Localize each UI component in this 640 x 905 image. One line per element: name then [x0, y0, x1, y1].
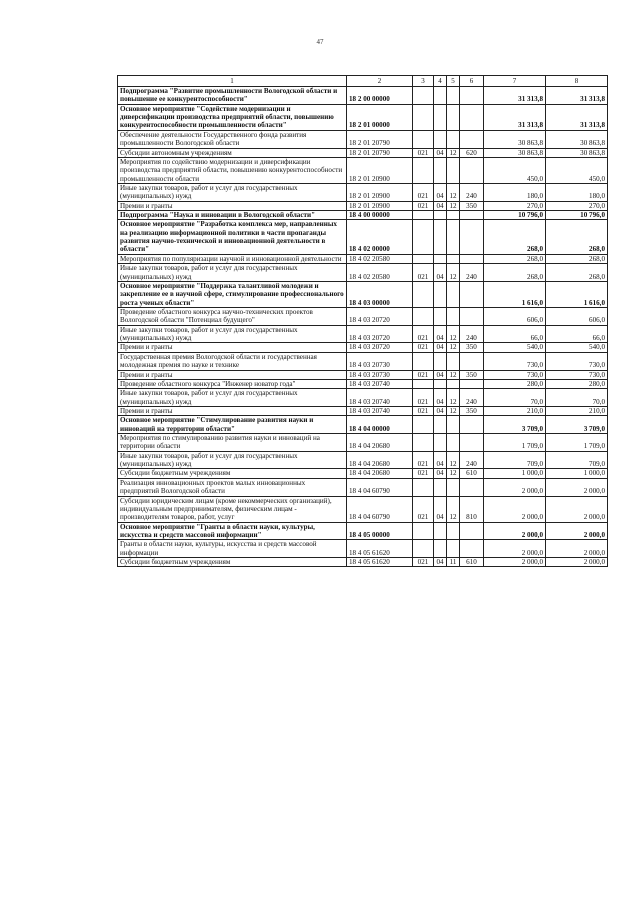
- row-amount-cell: 2 000,0: [546, 478, 608, 496]
- row-code-cell: 021: [413, 451, 434, 469]
- page-number: 47: [316, 38, 324, 46]
- row-amount-cell: 450,0: [484, 157, 546, 183]
- row-code-cell: [460, 522, 484, 540]
- row-code-cell: 04: [434, 389, 447, 407]
- row-code-cell: [447, 434, 460, 452]
- table-row: [118, 379, 608, 388]
- row-code-cell: 021: [413, 389, 434, 407]
- table-row: [118, 558, 608, 567]
- row-code-cell: 18 4 02 20580: [347, 254, 413, 263]
- row-code-cell: [413, 281, 434, 307]
- row-code-cell: 04: [434, 406, 447, 415]
- row-code-cell: 12: [447, 451, 460, 469]
- table-row: [118, 264, 608, 282]
- table-row: [118, 157, 608, 183]
- row-code-cell: 04: [434, 148, 447, 157]
- row-amount-cell: 1 000,0: [546, 469, 608, 478]
- row-amount-cell: 70,0: [546, 389, 608, 407]
- row-code-cell: 12: [447, 389, 460, 407]
- row-code-cell: 04: [434, 370, 447, 379]
- row-code-cell: 350: [460, 343, 484, 352]
- row-name-cell: Проведение областного конкурса научно-технических проектов Вологодской области "Потенциал будущего": [118, 307, 347, 325]
- row-amount-cell: 66,0: [484, 325, 546, 343]
- table-row: [118, 325, 608, 343]
- row-code-cell: [413, 157, 434, 183]
- row-code-cell: [460, 157, 484, 183]
- row-amount-cell: 540,0: [484, 343, 546, 352]
- row-code-cell: 18 2 01 20900: [347, 183, 413, 201]
- row-code-cell: [460, 87, 484, 105]
- row-code-cell: 021: [413, 148, 434, 157]
- row-amount-cell: 2 000,0: [546, 540, 608, 558]
- table-row: [118, 211, 608, 220]
- row-code-cell: [460, 130, 484, 148]
- row-code-cell: 18 4 04 20680: [347, 434, 413, 452]
- row-amount-cell: 10 796,0: [484, 211, 546, 220]
- row-code-cell: 350: [460, 370, 484, 379]
- row-code-cell: 18 4 05 61620: [347, 558, 413, 567]
- row-code-cell: 04: [434, 264, 447, 282]
- table-row: [118, 478, 608, 496]
- row-name-cell: Обеспечение деятельности Государственного фонда развития промышленности Вологодской области: [118, 130, 347, 148]
- row-code-cell: 18 2 01 20790: [347, 148, 413, 157]
- table-header-row: [118, 76, 608, 87]
- row-code-cell: 12: [447, 183, 460, 201]
- row-name-cell: Мероприятия по популяризации научной и инновационной деятельности: [118, 254, 347, 263]
- row-code-cell: [447, 478, 460, 496]
- row-code-cell: [413, 379, 434, 388]
- row-code-cell: [434, 434, 447, 452]
- row-code-cell: [460, 307, 484, 325]
- table-row: [118, 389, 608, 407]
- row-code-cell: [434, 307, 447, 325]
- table-row: [118, 87, 608, 105]
- row-code-cell: [413, 434, 434, 452]
- row-amount-cell: 270,0: [546, 201, 608, 210]
- row-code-cell: [460, 211, 484, 220]
- row-code-cell: [447, 254, 460, 263]
- row-code-cell: [413, 254, 434, 263]
- row-code-cell: [434, 220, 447, 254]
- row-amount-cell: 2 000,0: [484, 478, 546, 496]
- column-header: 2: [347, 76, 413, 87]
- row-amount-cell: 2 000,0: [484, 540, 546, 558]
- table-row: [118, 496, 608, 522]
- table-row: [118, 343, 608, 352]
- row-name-cell: Премии и гранты: [118, 406, 347, 415]
- table-row: [118, 469, 608, 478]
- row-code-cell: [413, 220, 434, 254]
- row-name-cell: Подпрограмма "Наука и инновации в Вологодской области": [118, 211, 347, 220]
- row-name-cell: Иные закупки товаров, работ и услуг для государственных (муниципальных) нужд: [118, 451, 347, 469]
- row-code-cell: 350: [460, 406, 484, 415]
- row-code-cell: 18 4 05 61620: [347, 540, 413, 558]
- row-amount-cell: 1 709,0: [484, 434, 546, 452]
- row-code-cell: [460, 352, 484, 370]
- row-name-cell: Иные закупки товаров, работ и услуг для государственных (муниципальных) нужд: [118, 264, 347, 282]
- row-name-cell: Мероприятия по стимулированию развития науки и инноваций на территории области: [118, 434, 347, 452]
- row-code-cell: 18 4 02 20580: [347, 264, 413, 282]
- row-code-cell: 04: [434, 183, 447, 201]
- row-code-cell: [447, 379, 460, 388]
- row-code-cell: [447, 104, 460, 130]
- row-code-cell: 18 2 01 20790: [347, 130, 413, 148]
- row-amount-cell: 268,0: [546, 264, 608, 282]
- table-row: [118, 370, 608, 379]
- row-code-cell: [447, 157, 460, 183]
- row-code-cell: [434, 104, 447, 130]
- row-code-cell: 610: [460, 558, 484, 567]
- row-name-cell: Иные закупки товаров, работ и услуг для государственных (муниципальных) нужд: [118, 325, 347, 343]
- row-amount-cell: 268,0: [484, 264, 546, 282]
- row-code-cell: 12: [447, 370, 460, 379]
- table-row: [118, 281, 608, 307]
- table-row: [118, 406, 608, 415]
- row-code-cell: [447, 416, 460, 434]
- row-name-cell: Подпрограмма "Развитие промышленности Вологодской области и повышение ее конкурентоспособности": [118, 87, 347, 105]
- row-code-cell: [413, 522, 434, 540]
- table-row: [118, 522, 608, 540]
- row-amount-cell: 606,0: [484, 307, 546, 325]
- row-code-cell: 18 4 03 20730: [347, 352, 413, 370]
- column-header: 1: [118, 76, 347, 87]
- row-code-cell: [460, 540, 484, 558]
- row-amount-cell: 2 000,0: [484, 496, 546, 522]
- row-code-cell: [447, 87, 460, 105]
- row-code-cell: 18 4 03 00000: [347, 281, 413, 307]
- table-row: [118, 434, 608, 452]
- row-code-cell: [460, 416, 484, 434]
- row-code-cell: 18 4 04 60790: [347, 496, 413, 522]
- row-code-cell: 18 4 03 20720: [347, 343, 413, 352]
- row-name-cell: Премии и гранты: [118, 370, 347, 379]
- column-header: 4: [434, 76, 447, 87]
- row-amount-cell: 30 863,8: [546, 130, 608, 148]
- row-amount-cell: 730,0: [546, 370, 608, 379]
- row-code-cell: 240: [460, 451, 484, 469]
- row-amount-cell: 730,0: [484, 370, 546, 379]
- row-code-cell: [447, 522, 460, 540]
- row-amount-cell: 2 000,0: [546, 558, 608, 567]
- row-amount-cell: 66,0: [546, 325, 608, 343]
- row-code-cell: 18 4 04 00000: [347, 416, 413, 434]
- row-code-cell: [434, 416, 447, 434]
- row-code-cell: 18 4 02 00000: [347, 220, 413, 254]
- row-amount-cell: 280,0: [484, 379, 546, 388]
- row-name-cell: Субсидии бюджетным учреждениям: [118, 558, 347, 567]
- row-amount-cell: 31 313,8: [546, 104, 608, 130]
- row-amount-cell: 31 313,8: [546, 87, 608, 105]
- row-code-cell: [434, 478, 447, 496]
- row-code-cell: 021: [413, 264, 434, 282]
- row-code-cell: 18 4 04 20680: [347, 451, 413, 469]
- row-code-cell: 12: [447, 406, 460, 415]
- row-amount-cell: 1 000,0: [484, 469, 546, 478]
- table-row: [118, 352, 608, 370]
- row-code-cell: 04: [434, 469, 447, 478]
- row-code-cell: 021: [413, 183, 434, 201]
- row-amount-cell: 2 000,0: [546, 522, 608, 540]
- row-code-cell: 021: [413, 325, 434, 343]
- row-code-cell: [413, 104, 434, 130]
- row-amount-cell: 180,0: [484, 183, 546, 201]
- row-amount-cell: 180,0: [546, 183, 608, 201]
- row-amount-cell: 3 709,0: [484, 416, 546, 434]
- row-code-cell: 810: [460, 496, 484, 522]
- row-code-cell: [413, 478, 434, 496]
- row-code-cell: 021: [413, 343, 434, 352]
- row-code-cell: 12: [447, 325, 460, 343]
- row-code-cell: 18 2 00 00000: [347, 87, 413, 105]
- row-code-cell: [447, 130, 460, 148]
- row-name-cell: Мероприятия по содействию модернизации и диверсификации производства предприятий области, повышению конкурентоспособности промышленности области: [118, 157, 347, 183]
- row-code-cell: 18 2 01 20900: [347, 157, 413, 183]
- row-code-cell: [460, 104, 484, 130]
- row-code-cell: [434, 540, 447, 558]
- row-name-cell: Основное мероприятие "Поддержка талантливой молодежи и закрепление ее в научной сфере, стимулирование профессионального роста ученых области": [118, 281, 347, 307]
- row-code-cell: [447, 220, 460, 254]
- row-code-cell: 12: [447, 201, 460, 210]
- row-amount-cell: 280,0: [546, 379, 608, 388]
- row-code-cell: 021: [413, 406, 434, 415]
- row-code-cell: 18 4 03 20730: [347, 370, 413, 379]
- table-row: [118, 104, 608, 130]
- row-code-cell: 04: [434, 201, 447, 210]
- row-code-cell: 04: [434, 558, 447, 567]
- row-code-cell: [413, 130, 434, 148]
- row-code-cell: 18 2 01 00000: [347, 104, 413, 130]
- table-row: [118, 201, 608, 210]
- row-name-cell: Основное мероприятие "Стимулирование развития науки и инноваций на территории области": [118, 416, 347, 434]
- row-name-cell: Реализация инновационных проектов малых инновационных предприятий Вологодской области: [118, 478, 347, 496]
- row-amount-cell: 30 863,8: [484, 130, 546, 148]
- row-amount-cell: 2 000,0: [546, 496, 608, 522]
- row-code-cell: [460, 379, 484, 388]
- row-amount-cell: 2 000,0: [484, 522, 546, 540]
- row-amount-cell: 2 000,0: [484, 558, 546, 567]
- row-code-cell: 12: [447, 264, 460, 282]
- row-name-cell: Иные закупки товаров, работ и услуг для государственных (муниципальных) нужд: [118, 389, 347, 407]
- row-code-cell: [434, 281, 447, 307]
- row-code-cell: 04: [434, 451, 447, 469]
- row-code-cell: 18 4 03 20740: [347, 389, 413, 407]
- row-amount-cell: 1 616,0: [484, 281, 546, 307]
- row-amount-cell: 268,0: [546, 254, 608, 263]
- row-code-cell: [413, 87, 434, 105]
- row-code-cell: [413, 307, 434, 325]
- row-amount-cell: 730,0: [546, 352, 608, 370]
- row-code-cell: [434, 157, 447, 183]
- table-row: [118, 183, 608, 201]
- row-code-cell: [460, 281, 484, 307]
- column-header: 8: [546, 76, 608, 87]
- row-code-cell: 18 4 05 00000: [347, 522, 413, 540]
- row-code-cell: [460, 220, 484, 254]
- row-code-cell: [434, 522, 447, 540]
- row-code-cell: [460, 478, 484, 496]
- row-code-cell: 021: [413, 469, 434, 478]
- row-code-cell: [434, 352, 447, 370]
- row-name-cell: Основное мероприятие "Содействие модернизации и диверсификации производства предприятий области, повышению конкурентоспособности промышленности области": [118, 104, 347, 130]
- row-amount-cell: 450,0: [546, 157, 608, 183]
- row-amount-cell: 270,0: [484, 201, 546, 210]
- table-row: [118, 540, 608, 558]
- table-row: [118, 148, 608, 157]
- row-amount-cell: 210,0: [484, 406, 546, 415]
- row-code-cell: 18 4 04 20680: [347, 469, 413, 478]
- row-name-cell: Субсидии юридическим лицам (кроме некоммерческих организаций), индивидуальным предпринимателям, физическим лицам - производителям товаров, работ, услуг: [118, 496, 347, 522]
- row-code-cell: [434, 87, 447, 105]
- row-code-cell: [447, 307, 460, 325]
- row-code-cell: [413, 211, 434, 220]
- row-code-cell: 610: [460, 469, 484, 478]
- row-code-cell: 18 2 01 20900: [347, 201, 413, 210]
- column-header: 6: [460, 76, 484, 87]
- row-code-cell: [434, 254, 447, 263]
- table-row: [118, 307, 608, 325]
- row-code-cell: 240: [460, 325, 484, 343]
- table-row: [118, 220, 608, 254]
- row-code-cell: 021: [413, 201, 434, 210]
- row-code-cell: [447, 540, 460, 558]
- row-code-cell: [413, 540, 434, 558]
- row-code-cell: 18 4 03 20740: [347, 406, 413, 415]
- row-code-cell: [447, 352, 460, 370]
- row-amount-cell: 30 863,8: [484, 148, 546, 157]
- budget-table: [117, 75, 608, 567]
- row-code-cell: 18 4 03 20720: [347, 307, 413, 325]
- row-amount-cell: 1 616,0: [546, 281, 608, 307]
- row-amount-cell: 1 709,0: [546, 434, 608, 452]
- row-code-cell: [460, 434, 484, 452]
- row-name-cell: Субсидии бюджетным учреждениям: [118, 469, 347, 478]
- column-header: 3: [413, 76, 434, 87]
- row-code-cell: [413, 416, 434, 434]
- row-code-cell: 11: [447, 558, 460, 567]
- row-code-cell: [434, 130, 447, 148]
- row-code-cell: 18 4 03 20740: [347, 379, 413, 388]
- table-row: [118, 254, 608, 263]
- row-amount-cell: 30 863,8: [546, 148, 608, 157]
- row-code-cell: 18 4 00 00000: [347, 211, 413, 220]
- row-code-cell: 12: [447, 148, 460, 157]
- row-code-cell: 620: [460, 148, 484, 157]
- row-code-cell: [434, 211, 447, 220]
- row-code-cell: 04: [434, 325, 447, 343]
- row-amount-cell: 709,0: [546, 451, 608, 469]
- row-name-cell: Премии и гранты: [118, 201, 347, 210]
- row-code-cell: 18 4 03 20720: [347, 325, 413, 343]
- row-amount-cell: 268,0: [546, 220, 608, 254]
- row-code-cell: 240: [460, 183, 484, 201]
- row-name-cell: Премии и гранты: [118, 343, 347, 352]
- row-amount-cell: 31 313,8: [484, 104, 546, 130]
- row-name-cell: Государственная премия Вологодской области и государственная молодежная премия по науке и технике: [118, 352, 347, 370]
- row-code-cell: 18 4 04 60790: [347, 478, 413, 496]
- row-amount-cell: 3 709,0: [546, 416, 608, 434]
- row-code-cell: [434, 379, 447, 388]
- column-header: 5: [447, 76, 460, 87]
- row-code-cell: 12: [447, 343, 460, 352]
- row-name-cell: Проведение областного конкурса "Инженер новатор года": [118, 379, 347, 388]
- row-code-cell: 021: [413, 370, 434, 379]
- row-amount-cell: 606,0: [546, 307, 608, 325]
- column-header: 7: [484, 76, 546, 87]
- row-code-cell: 240: [460, 264, 484, 282]
- row-amount-cell: 268,0: [484, 220, 546, 254]
- row-amount-cell: 31 313,8: [484, 87, 546, 105]
- row-code-cell: 04: [434, 496, 447, 522]
- row-name-cell: Основное мероприятие "Гранты в области науки, культуры, искусства и средств массовой информации": [118, 522, 347, 540]
- row-code-cell: 12: [447, 469, 460, 478]
- row-code-cell: 240: [460, 389, 484, 407]
- row-code-cell: 350: [460, 201, 484, 210]
- row-amount-cell: 540,0: [546, 343, 608, 352]
- row-code-cell: 021: [413, 558, 434, 567]
- row-code-cell: 12: [447, 496, 460, 522]
- row-amount-cell: 268,0: [484, 254, 546, 263]
- row-code-cell: [413, 352, 434, 370]
- row-amount-cell: 709,0: [484, 451, 546, 469]
- row-name-cell: Основное мероприятие "Разработка комплекса мер, направленных на реализацию информационной политики в части пропаганды развития научно-технической и инновационной деятельности в области": [118, 220, 347, 254]
- row-code-cell: [447, 211, 460, 220]
- row-amount-cell: 70,0: [484, 389, 546, 407]
- row-code-cell: 04: [434, 343, 447, 352]
- table-row: [118, 416, 608, 434]
- table-row: [118, 130, 608, 148]
- row-name-cell: Гранты в области науки, культуры, искусства и средств массовой информации: [118, 540, 347, 558]
- row-code-cell: 021: [413, 496, 434, 522]
- row-amount-cell: 10 796,0: [546, 211, 608, 220]
- row-name-cell: Иные закупки товаров, работ и услуг для государственных (муниципальных) нужд: [118, 183, 347, 201]
- row-code-cell: [460, 254, 484, 263]
- row-amount-cell: 210,0: [546, 406, 608, 415]
- row-code-cell: [447, 281, 460, 307]
- table-row: [118, 451, 608, 469]
- row-name-cell: Субсидии автономным учреждениям: [118, 148, 347, 157]
- row-amount-cell: 730,0: [484, 352, 546, 370]
